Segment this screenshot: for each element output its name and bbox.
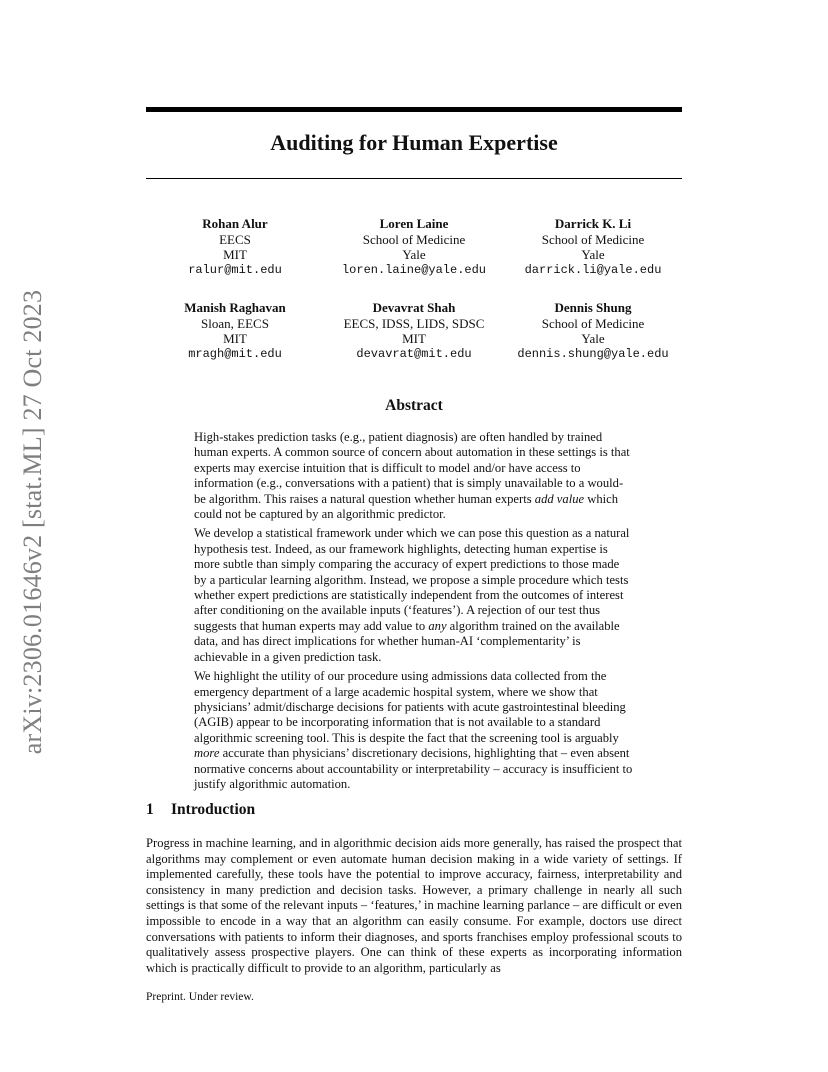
author-institution: Yale <box>402 247 426 262</box>
author-affiliation: EECS, IDSS, LIDS, SDSC <box>343 315 485 331</box>
author-affiliation: EECS <box>219 231 251 247</box>
section-title: Introduction <box>171 801 256 818</box>
author-email[interactable]: darrick.li@yale.edu <box>524 262 662 277</box>
author-email[interactable]: ralur@mit.edu <box>188 262 282 277</box>
author-email[interactable]: loren.laine@yale.edu <box>341 262 487 277</box>
abstract-text: which could not be captured by an algorithmic predictor. <box>194 491 619 522</box>
arxiv-id: arXiv:2306.01646v2 [stat.ML] 27 Oct 2023 <box>18 289 48 755</box>
abstract-body <box>194 430 634 796</box>
abstract-paragraph <box>194 669 634 792</box>
author-email[interactable]: dennis.shung@yale.edu <box>517 346 669 361</box>
author-name: Dennis Shung <box>554 300 632 315</box>
paper-title: Auditing for Human Expertise <box>270 130 558 155</box>
section-number: 1 <box>146 801 154 818</box>
title-top-rule <box>146 107 682 112</box>
author <box>146 300 324 362</box>
author-institution: Yale <box>581 331 605 346</box>
arxiv-stamp <box>18 282 48 762</box>
author <box>325 300 503 362</box>
author <box>146 216 324 278</box>
author-email[interactable]: devavrat@mit.edu <box>356 346 472 361</box>
abstract-emphasis: any <box>428 618 447 633</box>
author-affiliation: School of Medicine <box>541 315 645 331</box>
title-bottom-rule <box>146 178 682 179</box>
author <box>504 216 682 278</box>
author-name: Darrick K. Li <box>554 216 632 231</box>
section-heading <box>146 801 255 819</box>
author-affiliation: School of Medicine <box>362 231 466 247</box>
author-row <box>146 300 682 362</box>
author-institution: MIT <box>223 331 247 346</box>
author-institution: Yale <box>581 247 605 262</box>
abstract-text: accurate than physicians’ discretionary decisions, highlighting that – even absent normative concerns about accountability or interpretability – accuracy is insufficient to justify algorithmic automation. <box>194 746 633 791</box>
abstract-paragraph <box>194 430 634 522</box>
author-name: Rohan Alur <box>202 216 268 231</box>
footer-note: Preprint. Under review. <box>146 991 254 1003</box>
author-affiliation: Sloan, EECS <box>201 315 269 331</box>
author-name: Devavrat Shah <box>372 300 456 315</box>
abstract-text: We develop a statistical framework under which we can pose this question as a natural hypothesis test. Indeed, as our framework highlights, detecting human expertise is more subtle than simply comparing the accuracy of expert predictions to those made by a particular learning algorithm. Instead, we propose a simple procedure which tests whether expert predictions are statistically independent from the outcomes of interest after conditioning on the available inputs (‘features’). A rejection of our test thus suggests that human experts may add value to <box>194 526 630 633</box>
abstract-emphasis: more <box>194 746 220 761</box>
abstract-text: High-stakes prediction tasks (e.g., patient diagnosis) are often handled by trained human experts. A common source of concern about automation in these settings is that experts may exercise intuition that is difficult to model and/or have access to information (e.g., conversations with a patient) that is simply unavailable to a would-be algorithm. This raises a natural question whether human experts <box>194 430 630 506</box>
author-name: Manish Raghavan <box>184 300 286 315</box>
abstract-paragraph <box>194 526 634 665</box>
author-row <box>146 216 682 278</box>
author-block <box>146 216 682 384</box>
abstract-text: algorithm trained on the available data, and has direct implications for whether human-AI ‘complementarity’ is achievable in a given prediction task. <box>194 618 620 664</box>
abstract-emphasis: add value <box>534 491 585 506</box>
author-email[interactable]: mragh@mit.edu <box>188 346 282 361</box>
author <box>325 216 503 278</box>
author <box>504 300 682 362</box>
intro-paragraph: Progress in machine learning, and in algorithmic decision aids more generally, has raised the prospect that algorithms may complement or even automate human decision making in a wide variety of settings. If implemented carefully, these tools have the potential to improve accuracy, fairness, interpretability and consistency in many prediction and decision tasks. However, a primary challenge in nearly all such settings is that some of the relevant inputs – ‘features,’ in machine learning parlance – are difficult or even impossible to encode in a way that an algorithm can easily consume. For example, doctors use direct conversations with patients to inform their diagnoses, and sports franchises employ professional scouts to qualitatively assess prospective players. One can think of these experts as incorporating information which is practically difficult to provide to an algorithm, particularly as <box>146 836 682 975</box>
author-name: Loren Laine <box>379 216 449 231</box>
author-institution: MIT <box>402 331 426 346</box>
abstract-heading: Abstract <box>385 397 443 414</box>
abstract-text: We highlight the utility of our procedure using admissions data collected from the emergency department of a large academic hospital system, where we show that physicians’ admit/discharge decisions for patients with acute gastrointestinal bleeding (AGIB) appear to be incorporating information that is not available to a standard algorithmic screening tool. This is despite the fact that the screening tool is arguably <box>194 669 626 745</box>
author-institution: MIT <box>223 247 247 262</box>
author-affiliation: School of Medicine <box>541 231 645 247</box>
